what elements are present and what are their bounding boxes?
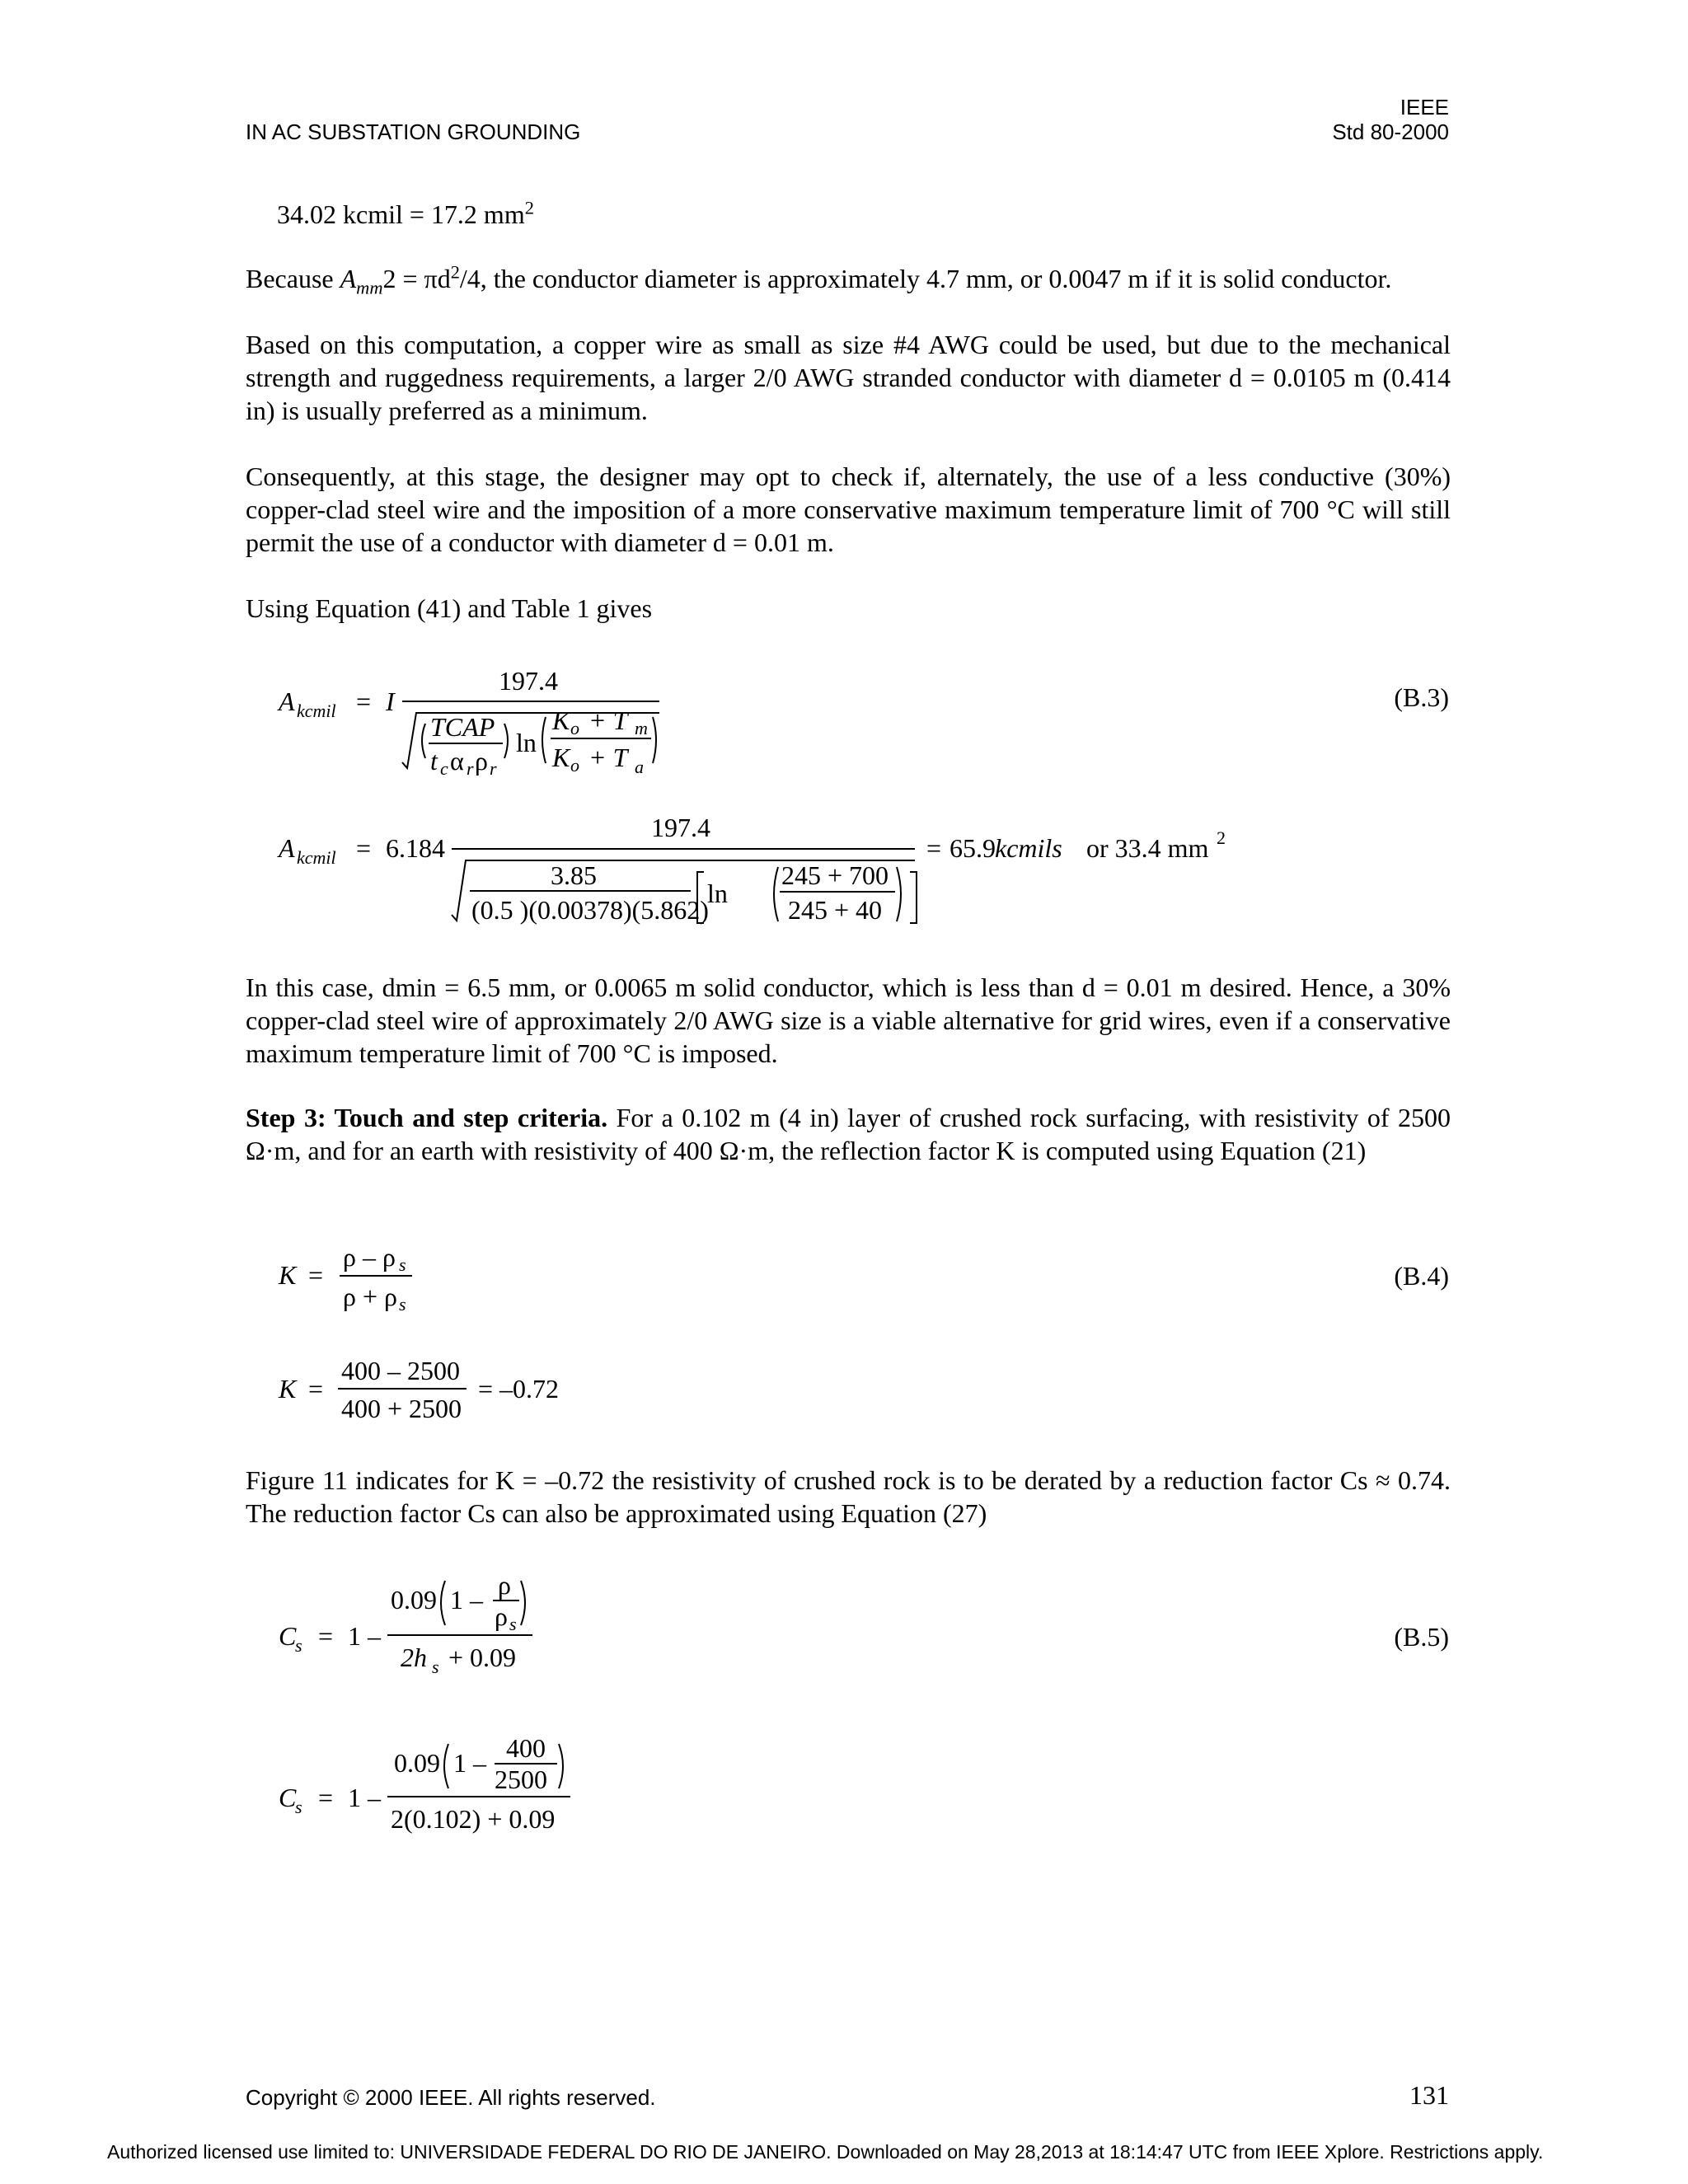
eq-b5-label: (B.5) — [1394, 1622, 1449, 1652]
eq-b5-den-2h: 2h — [401, 1643, 427, 1672]
paragraph-computation: Based on this computation, a copper wire as small as size #4 AWG could be used, but due to the mechanical strength and ruggedness requirements, a larger 2/0 AWG stranded conductor with diameter d = 0.0105 m (0.414 in) is usually preferred as a minimum. — [246, 330, 1451, 425]
because-prefix: Because — [246, 264, 340, 293]
eq-b4n-den: 400 + 2500 — [341, 1394, 462, 1423]
eq-b3-paren-r1 — [504, 724, 508, 758]
eq-b5n-paren-l — [444, 1744, 448, 1788]
eq-b5-one-minus: 1 – — [348, 1621, 381, 1651]
eq-b3n-bracket-r — [910, 872, 917, 923]
eq-b3-paren-l1 — [422, 724, 425, 758]
eq-b5n-frac-den: 2500 — [495, 1765, 547, 1794]
eq-b3n-paren-l — [774, 867, 778, 921]
eq-b3-t: t — [430, 746, 438, 776]
eq-b5-den-plus: + 0.09 — [448, 1643, 517, 1672]
eq-b3n-result-val: 65.9 — [950, 833, 996, 863]
eq-b5-one: 1 – — [450, 1585, 483, 1615]
footer-page-number: 131 — [1409, 2080, 1449, 2110]
eq-b5-paren-l — [441, 1581, 445, 1625]
eq-b3n-ln-num: 245 + 700 — [781, 860, 889, 890]
step3-heading: Step 3: Touch and step criteria. — [246, 1103, 608, 1132]
eq-b3n-sqrt — [452, 860, 915, 921]
kcmil-sup: 2 — [524, 197, 534, 218]
eq-b4-label: (B.4) — [1394, 1261, 1449, 1291]
eq-b3-alpha: α — [450, 746, 464, 776]
eq-b3n-result-unit: kcmils — [995, 833, 1062, 863]
eq-b3-r1: r — [467, 758, 474, 779]
eq-b3-label: (B.3) — [1394, 682, 1449, 712]
eq-b4n-equals: = — [308, 1374, 324, 1404]
eq-b3n-lhs: A — [279, 833, 295, 863]
eq-b5n-paren-r — [559, 1744, 563, 1788]
eq-b3-rho: ρ — [475, 746, 488, 776]
eq-b3-c: c — [440, 758, 448, 779]
eq-b5-lhs: C — [279, 1621, 297, 1651]
eq-b4n-result: = –0.72 — [478, 1374, 560, 1404]
eq-b3-i: I — [386, 687, 395, 716]
because-sub: mm — [356, 277, 383, 298]
eq-b5-den-s: s — [432, 1657, 439, 1677]
eq-b4n-num: 400 – 2500 — [341, 1356, 460, 1385]
eq-b3-plus-ta: + T — [588, 743, 628, 772]
eq-b5n-coef: 0.09 — [394, 1748, 440, 1778]
eq-b4-num-s: s — [399, 1254, 406, 1275]
eq-b3-paren-r2 — [653, 717, 656, 763]
paragraph-figure11: Figure 11 indicates for K = –0.72 the resistivity of crushed rock is to be derated by a reduction factor Cs ≈ 0.74. The reduction factor Cs can also be approximated using Equation (27) — [246, 1465, 1451, 1528]
eq-b3-o-den: o — [570, 755, 579, 776]
eq-b4n-lhs: K — [279, 1374, 297, 1404]
eq-b5n-frac-num: 400 — [506, 1733, 546, 1763]
eq-b3-m: m — [635, 718, 648, 738]
eq-b3n-result-or: or 33.4 mm — [1086, 833, 1209, 863]
footer-license: Authorized licensed use limited to: UNIVERSIDADE FEDERAL DO RIO DE JANEIRO. Downloaded on May 28,2013 at 18:14:47 UTC from IEEE Xplore. Restrictions apply. — [107, 2141, 1544, 2163]
eq-b3n-frac-den: (0.5 )(0.00378)(5.862) — [471, 895, 709, 925]
because-mid: 2 = πd — [382, 264, 451, 293]
eq-b5n-equals: = — [318, 1783, 334, 1812]
eq-b4-den-s: s — [399, 1294, 406, 1315]
eq-b3n-frac-num: 3.85 — [551, 860, 597, 890]
running-header-right — [1332, 95, 1449, 144]
eq-b3-lhs: A — [279, 687, 295, 716]
because-a: A — [340, 264, 357, 293]
eq-b4-equals: = — [308, 1260, 324, 1290]
paragraph-in-this-case: In this case, dmin = 6.5 mm, or 0.0065 m solid conductor, which is less than d = 0.01 m desired. Hence, a 30% copper-clad steel wire of approximately 2/0 AWG size is a viable alternative for grid wires, even if a conservative maximum temperature limit of 700 °C is imposed. — [246, 972, 1451, 1068]
eq-b5n-one-minus: 1 – — [348, 1783, 381, 1812]
eq-b3-ko-num: K — [552, 705, 570, 735]
eq-b5-rho-s: ρ — [495, 1601, 508, 1631]
header-std: Std 80-2000 — [1332, 120, 1449, 144]
eq-b3-a: a — [635, 757, 644, 777]
eq-b3-lhs-sub: kcmil — [297, 701, 336, 721]
kcmil-result-line — [277, 199, 534, 230]
footer-copyright: Copyright © 2000 IEEE. All rights reserved. — [246, 2085, 656, 2110]
because-line: Because $A_{mm}2 = \pi d^2/4$, the conductor diameter is approximately 4.7 mm, or 0.0047 m if it is solid conductor. — [246, 261, 1392, 298]
eq-b3n-equals: = — [356, 833, 372, 863]
running-header-left: IN AC SUBSTATION GROUNDING — [246, 120, 581, 144]
eq-b5n-lhs: C — [279, 1783, 297, 1812]
kcmil-result-text: 34.02 kcmil = 17.2 mm — [277, 199, 525, 229]
paragraph-consequently: Consequently, at this stage, the designer may opt to check if, alternately, the use of a less conductive (30%) copper-clad steel wire and the imposition of a more conservative maximum temperature limit of 700 °C will still permit the use of a conductor with diameter d = 0.01 m. — [246, 462, 1451, 557]
eq-b3n-paren-r — [897, 867, 901, 921]
paragraph-step3 — [246, 1101, 1451, 1167]
eq-b3n-bracket-l — [697, 872, 704, 923]
eq-b3-sqrt — [402, 713, 659, 768]
paragraph-using-equation: Using Equation (41) and Table 1 gives — [246, 593, 653, 623]
eq-b3-ln: ln — [516, 728, 537, 757]
header-ieee: IEEE — [1400, 95, 1449, 120]
eq-b3-plus-tm: + T — [588, 705, 628, 735]
eq-b5n-lhs-s: s — [295, 1797, 302, 1817]
eq-b5n-one: 1 – — [453, 1748, 486, 1778]
eq-b5-rho-s-sub: s — [509, 1614, 517, 1634]
eq-b4-den: ρ + ρ — [343, 1282, 397, 1311]
eq-b5-equals: = — [318, 1621, 334, 1651]
eq-b4-lhs: K — [279, 1260, 297, 1290]
eq-b5-paren-r — [521, 1581, 525, 1625]
eq-b3-paren-l2 — [542, 717, 546, 763]
eq-b3n-result-eq: = — [926, 833, 942, 863]
eq-b3-equals: = — [356, 687, 372, 716]
eq-b3n-coef: 6.184 — [386, 833, 445, 863]
because-rest: /4, the conductor diameter is approximately 4.7 mm, or 0.0047 m if it is solid conductor. — [459, 264, 1392, 293]
eq-b3-tcap: TCAP — [430, 712, 495, 742]
eq-b3n-result-sup: 2 — [1217, 827, 1226, 848]
eq-b5n-den: 2(0.102) + 0.09 — [391, 1804, 556, 1834]
eq-b5-coef: 0.09 — [391, 1585, 437, 1615]
eq-b3-numerator: 197.4 — [499, 666, 558, 696]
eq-b3n-ln-den: 245 + 40 — [788, 895, 883, 925]
step3-text: For a 0.102 m (4 in) layer of crushed rock surfacing, with resistivity of 2500 Ω·m, and for an earth with resistivity of 400 Ω·m, the reflection factor K is computed using Equation (21) — [246, 1103, 1451, 1165]
eq-b3n-numerator: 197.4 — [651, 813, 710, 842]
eq-b3-o-num: o — [570, 718, 579, 738]
eq-b5-rho: ρ — [498, 1570, 511, 1600]
eq-b4-num: ρ – ρ — [343, 1242, 396, 1272]
eq-b3n-lhs-sub: kcmil — [297, 847, 336, 868]
eq-b3n-ln: ln — [707, 879, 728, 908]
eq-b3-ko-den: K — [552, 743, 570, 772]
eq-b3-r2: r — [490, 758, 497, 779]
eq-b5-lhs-s: s — [295, 1635, 302, 1656]
